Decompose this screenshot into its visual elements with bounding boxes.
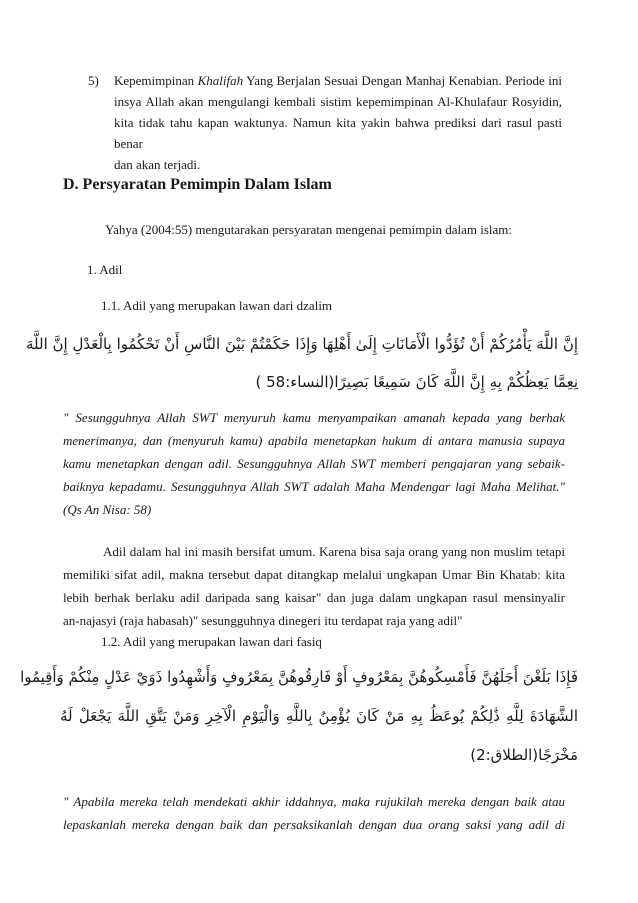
list-item-body (114, 70, 562, 175)
translation-1-line-1: " Sesungguhnya Allah SWT menyuruh kamu menyampaikan amanah kepada yang berhak (63, 410, 565, 425)
point-1-label: 1. Adil (87, 262, 123, 277)
subpoint-1-1: 1.1. Adil yang merupakan lawan dari dzalim (101, 298, 333, 313)
verse-1-line-2: نِعِمَّا يَعِظُكُمْ بِهِ إِنَّ اللَّهَ كَانَ سَمِيعًا بَصِيرًا(النساء:58 ) (255, 373, 578, 391)
translation-2 (63, 790, 565, 836)
verse-2-line-3: مَخْرَجًا(الطلاق:2) (470, 746, 578, 764)
translation-1-line-5: (Qs An Nisa: 58) (63, 502, 152, 517)
translation-1-line-2: menerimanya, dan (menyuruh kamu) apabila menetapkan hukum di antara manusia supaya (63, 433, 565, 448)
verse-2-line-1: فَإِذَا بَلَغْنَ أَجَلَهُنَّ فَأَمْسِكُوهُنَّ بِمَعْرُوفٍ أَوْ فَارِقُوهُنَّ بِمَعْرُوفٍ وَأَشْهِدُوا ذَوَيْ عَدْلٍ مِنْكُمْ وَأَقِيمُوا (20, 668, 578, 686)
paragraph-1-line-1: Adil dalam hal ini masih bersifat umum. Karena bisa saja orang yang non muslim tetapi (103, 544, 565, 559)
paragraph-1-line-3: lebih berhak berlaku adil daripada sang kaisar" dan juga dalam ungkapan rasul mensinyalir (63, 590, 565, 605)
translation-2-line-1: " Apabila mereka telah mendekati akhir iddahnya, maka rujukilah mereka dengan baik atau (63, 794, 565, 809)
paragraph-1-line-4: an-najasyi (raja habasah)" sesungguhnya dinegeri itu terdapat raja yang adil" (63, 613, 463, 628)
translation-1 (63, 406, 565, 521)
item5-line-1: Kepemimpinan Khalifah Yang Berjalan Sesuai Dengan Manhaj Kenabian. Periode ini (114, 73, 563, 88)
intro-text: Yahya (2004:55) mengutarakan persyaratan mengenai pemimpin dalam islam: (105, 222, 512, 237)
paragraph-1-line-2: memiliki sifat adil, makna tersebut dapat ditangkap melalui ungkapan Umar Bin Khatab: kita (63, 567, 565, 582)
list-item-number: 5) (88, 73, 99, 88)
section-heading: D. Persyaratan Pemimpin Dalam Islam (63, 176, 332, 193)
verse-2-line-2: الشَّهَادَةَ لِلَّهِ ذَٰلِكُمْ يُوعَظُ بِهِ مَنْ كَانَ يُؤْمِنُ بِاللَّهِ وَالْيَوْمِ الْآخِرِ وَمَنْ يَتَّقِ اللَّهَ يَجْعَلْ لَهُ (60, 707, 578, 725)
verse-1-line-1: إِنَّ اللَّهَ يَأْمُرُكُمْ أَنْ تُؤَدُّوا الْأَمَانَاتِ إِلَىٰ أَهْلِهَا وَإِذَا حَكَمْتُمْ بَيْنَ النَّاسِ أَنْ تَحْكُمُوا بِالْعَدْلِ إِنَّ اللَّهَ (26, 335, 578, 353)
translation-2-line-2: lepaskanlah mereka dengan baik dan persaksikanlah dengan dua orang saksi yang adil di (63, 817, 565, 832)
translation-1-line-4: baiknya kepadamu. Sesungguhnya Allah SWT adalah Maha Mendengar lagi Maha Melihat." (63, 479, 565, 494)
translation-1-line-3: kamu menetapkan dengan adil. Sesungguhnya Allah SWT memberi pengajaran yang sebaik- (63, 456, 565, 471)
paragraph-1 (63, 540, 565, 632)
item5-line-2: insya Allah akan mengulangi kembali sistim kepemimpinan Al-Khulafaur Rosyidin, (114, 94, 562, 109)
item5-line-3: kita tidak tahu kapan waktunya. Namun kita yakin bahwa prediksi dari rasul pasti benar (114, 115, 562, 151)
list-item-5 (88, 70, 562, 175)
subpoint-1-2: 1.2. Adil yang merupakan lawan dari fasiq (101, 634, 322, 649)
item5-line-4: dan akan terjadi. (114, 157, 201, 172)
